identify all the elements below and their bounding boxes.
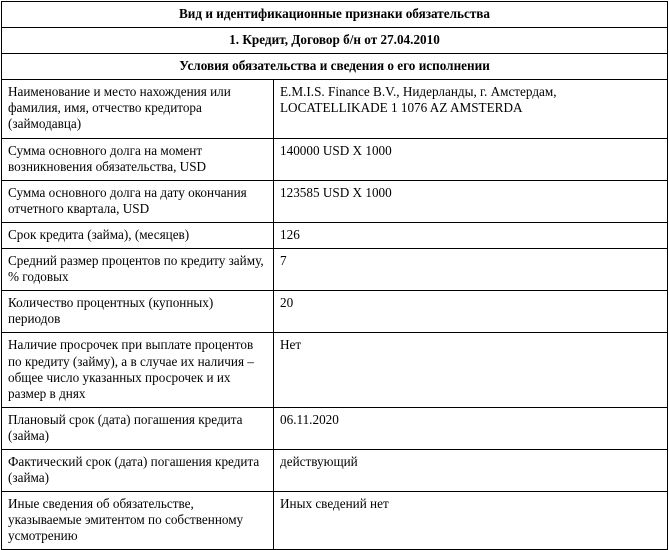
row-value: 7 [274, 249, 668, 291]
row-label: Плановый срок (дата) погашения кредита (займа) [2, 407, 274, 449]
row-label: Наличие просрочек при выплате процентов по кредиту (займу), а в случае их наличия – общее число указанных просрочек и их размер в днях [2, 333, 274, 407]
row-label: Фактический срок (дата) погашения кредита (займа) [2, 449, 274, 491]
document-title: Вид и идентификационные признаки обязательства [2, 2, 668, 28]
table-row [2, 333, 668, 407]
row-value: 140000 USD X 1000 [274, 138, 668, 180]
row-label: Сумма основного долга на дату окончания отчетного квартала, USD [2, 180, 274, 222]
table-row-subtitle [2, 28, 668, 54]
section-header: Условия обязательства и сведения о его исполнении [2, 54, 668, 80]
table-row [2, 449, 668, 491]
table-row [2, 80, 668, 138]
table-row [2, 138, 668, 180]
table-row [2, 291, 668, 333]
row-value: действующий [274, 449, 668, 491]
table-row [2, 222, 668, 248]
table-row [2, 180, 668, 222]
row-label: Количество процентных (купонных) периодов [2, 291, 274, 333]
document-page [0, 1, 669, 544]
row-label: Средний размер процентов по кредиту займу, % годовых [2, 249, 274, 291]
row-value: 20 [274, 291, 668, 333]
row-label: Иные сведения об обязательстве, указываемые эмитентом по собственному усмотрению [2, 492, 274, 550]
document-subtitle: 1. Кредит, Договор б/н от 27.04.2010 [2, 28, 668, 54]
obligation-table [1, 1, 668, 550]
table-row [2, 249, 668, 291]
row-label: Сумма основного долга на момент возникновения обязательства, USD [2, 138, 274, 180]
row-value: E.M.I.S. Finance B.V., Нидерланды, г. Амстердам, LOCATELLIKADE 1 1076 AZ AMSTERDA [274, 80, 668, 138]
row-value: 06.11.2020 [274, 407, 668, 449]
table-row [2, 492, 668, 550]
row-label: Срок кредита (займа), (месяцев) [2, 222, 274, 248]
row-value: 123585 USD X 1000 [274, 180, 668, 222]
row-value: 126 [274, 222, 668, 248]
row-value: Иных сведений нет [274, 492, 668, 550]
row-label: Наименование и место нахождения или фамилия, имя, отчество кредитора (займодавца) [2, 80, 274, 138]
table-row [2, 407, 668, 449]
table-row-section-header [2, 54, 668, 80]
row-value: Нет [274, 333, 668, 407]
table-row-title [2, 2, 668, 28]
